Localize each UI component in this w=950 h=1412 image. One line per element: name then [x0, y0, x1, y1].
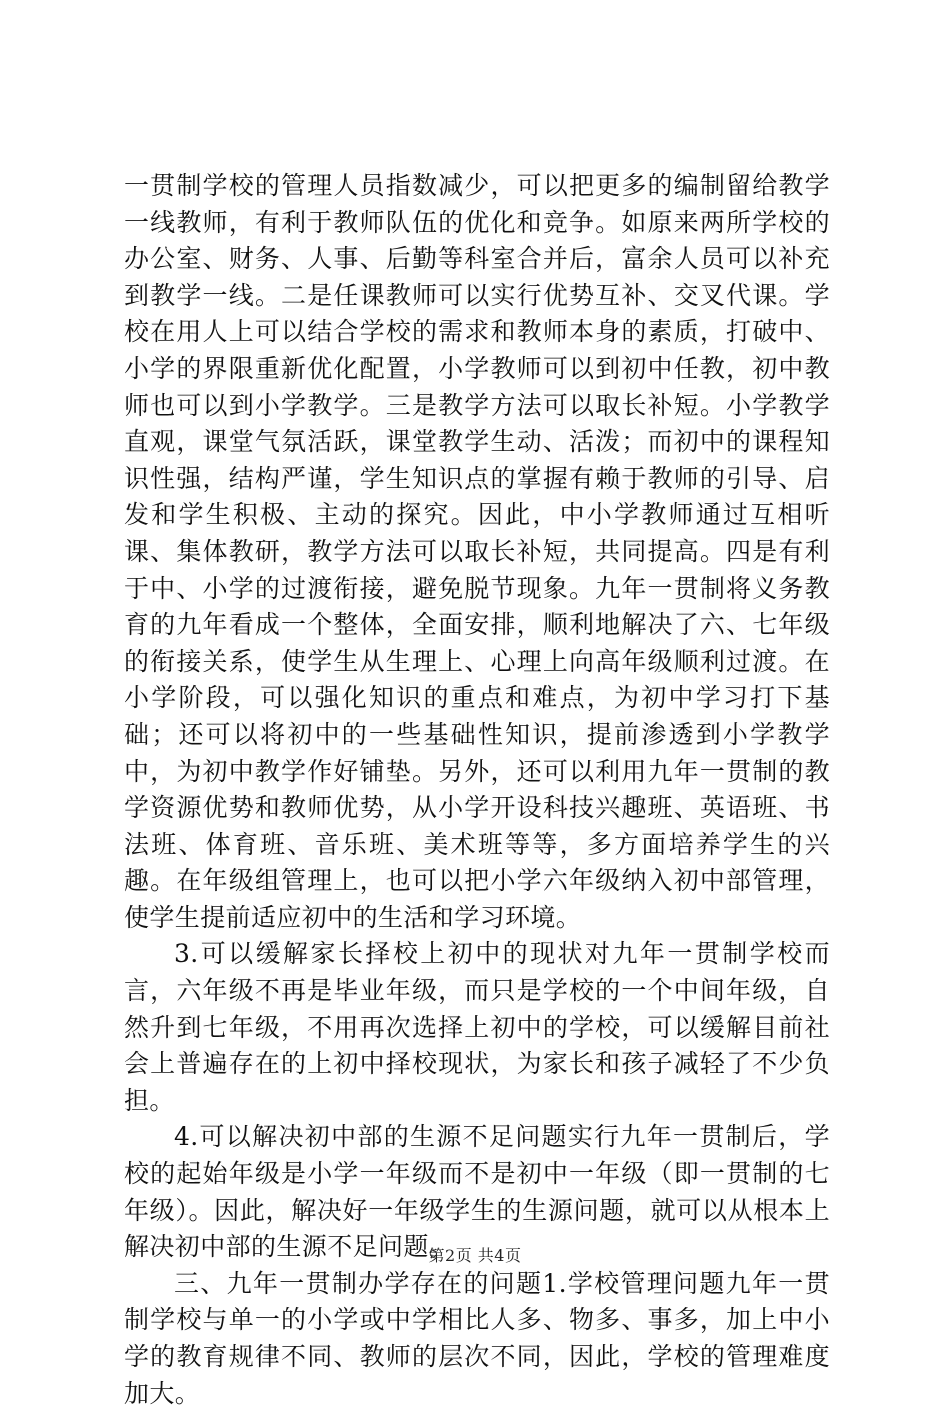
document-body	[124, 168, 830, 1412]
paragraph-point-3: 3.可以缓解家长择校上初中的现状对九年一贯制学校而言，六年级不再是毕业年级，而只是学校的一个中间年级，自然升到七年级，不用再次选择上初中的学校，可以缓解目前社会上普遍存在的上初中择校现状，为家长和孩子减轻了不少负担。	[124, 939, 830, 1115]
paragraph-point-4: 4.可以解决初中部的生源不足问题实行九年一贯制后，学校的起始年级是小学一年级而不是初中一年级（即一贯制的七年级）。因此，解决好一年级学生的生源问题，就可以从根本上解决初中部的生源不足问题。	[124, 1122, 830, 1262]
paragraph-continued: 一贯制学校的管理人员指数减少，可以把更多的编制留给教学一线教师，有利于教师队伍的优化和竞争。如原来两所学校的办公室、财务、人事、后勤等科室合并后，富余人员可以补充到教学一线。二是任课教师可以实行优势互补、交叉代课。学校在用人上可以结合学校的需求和教师本身的素质，打破中、小学的界限重新优化配置，小学教师可以到初中任教，初中教师也可以到小学教学。三是教学方法可以取长补短。小学教学直观，课堂气氛活跃，课堂教学生动、活泼；而初中的课程知识性强，结构严谨，学生知识点的掌握有赖于教师的引导、启发和学生积极、主动的探究。因此，中小学教师通过互相听课、集体教研，教学方法可以取长补短，共同提高。四是有利于中、小学的过渡衔接，避免脱节现象。九年一贯制将义务教育的九年看成一个整体，全面安排，顺利地解决了六、七年级的衔接关系，使学生从生理上、心理上向高年级顺利过渡。在小学阶段，可以强化知识的重点和难点，为初中学习打下基础；还可以将初中的一些基础性知识，提前渗透到小学教学中，为初中教学作好铺垫。另外，还可以利用九年一贯制的教学资源优势和教师优势，从小学开设科技兴趣班、英语班、书法班、体育班、音乐班、美术班等等，多方面培养学生的兴趣。在年级组管理上，也可以把小学六年级纳入初中部管理，使学生提前适应初中的生活和学习环境。	[124, 171, 830, 932]
paragraph-section-3: 三、九年一贯制办学存在的问题1.学校管理问题九年一贯制学校与单一的小学或中学相比人多、物多、事多，加上中小学的教育规律不同、教师的层次不同，因此，学校的管理难度加大。	[124, 1268, 830, 1408]
page-footer: 第2页 共4页	[428, 1246, 522, 1265]
